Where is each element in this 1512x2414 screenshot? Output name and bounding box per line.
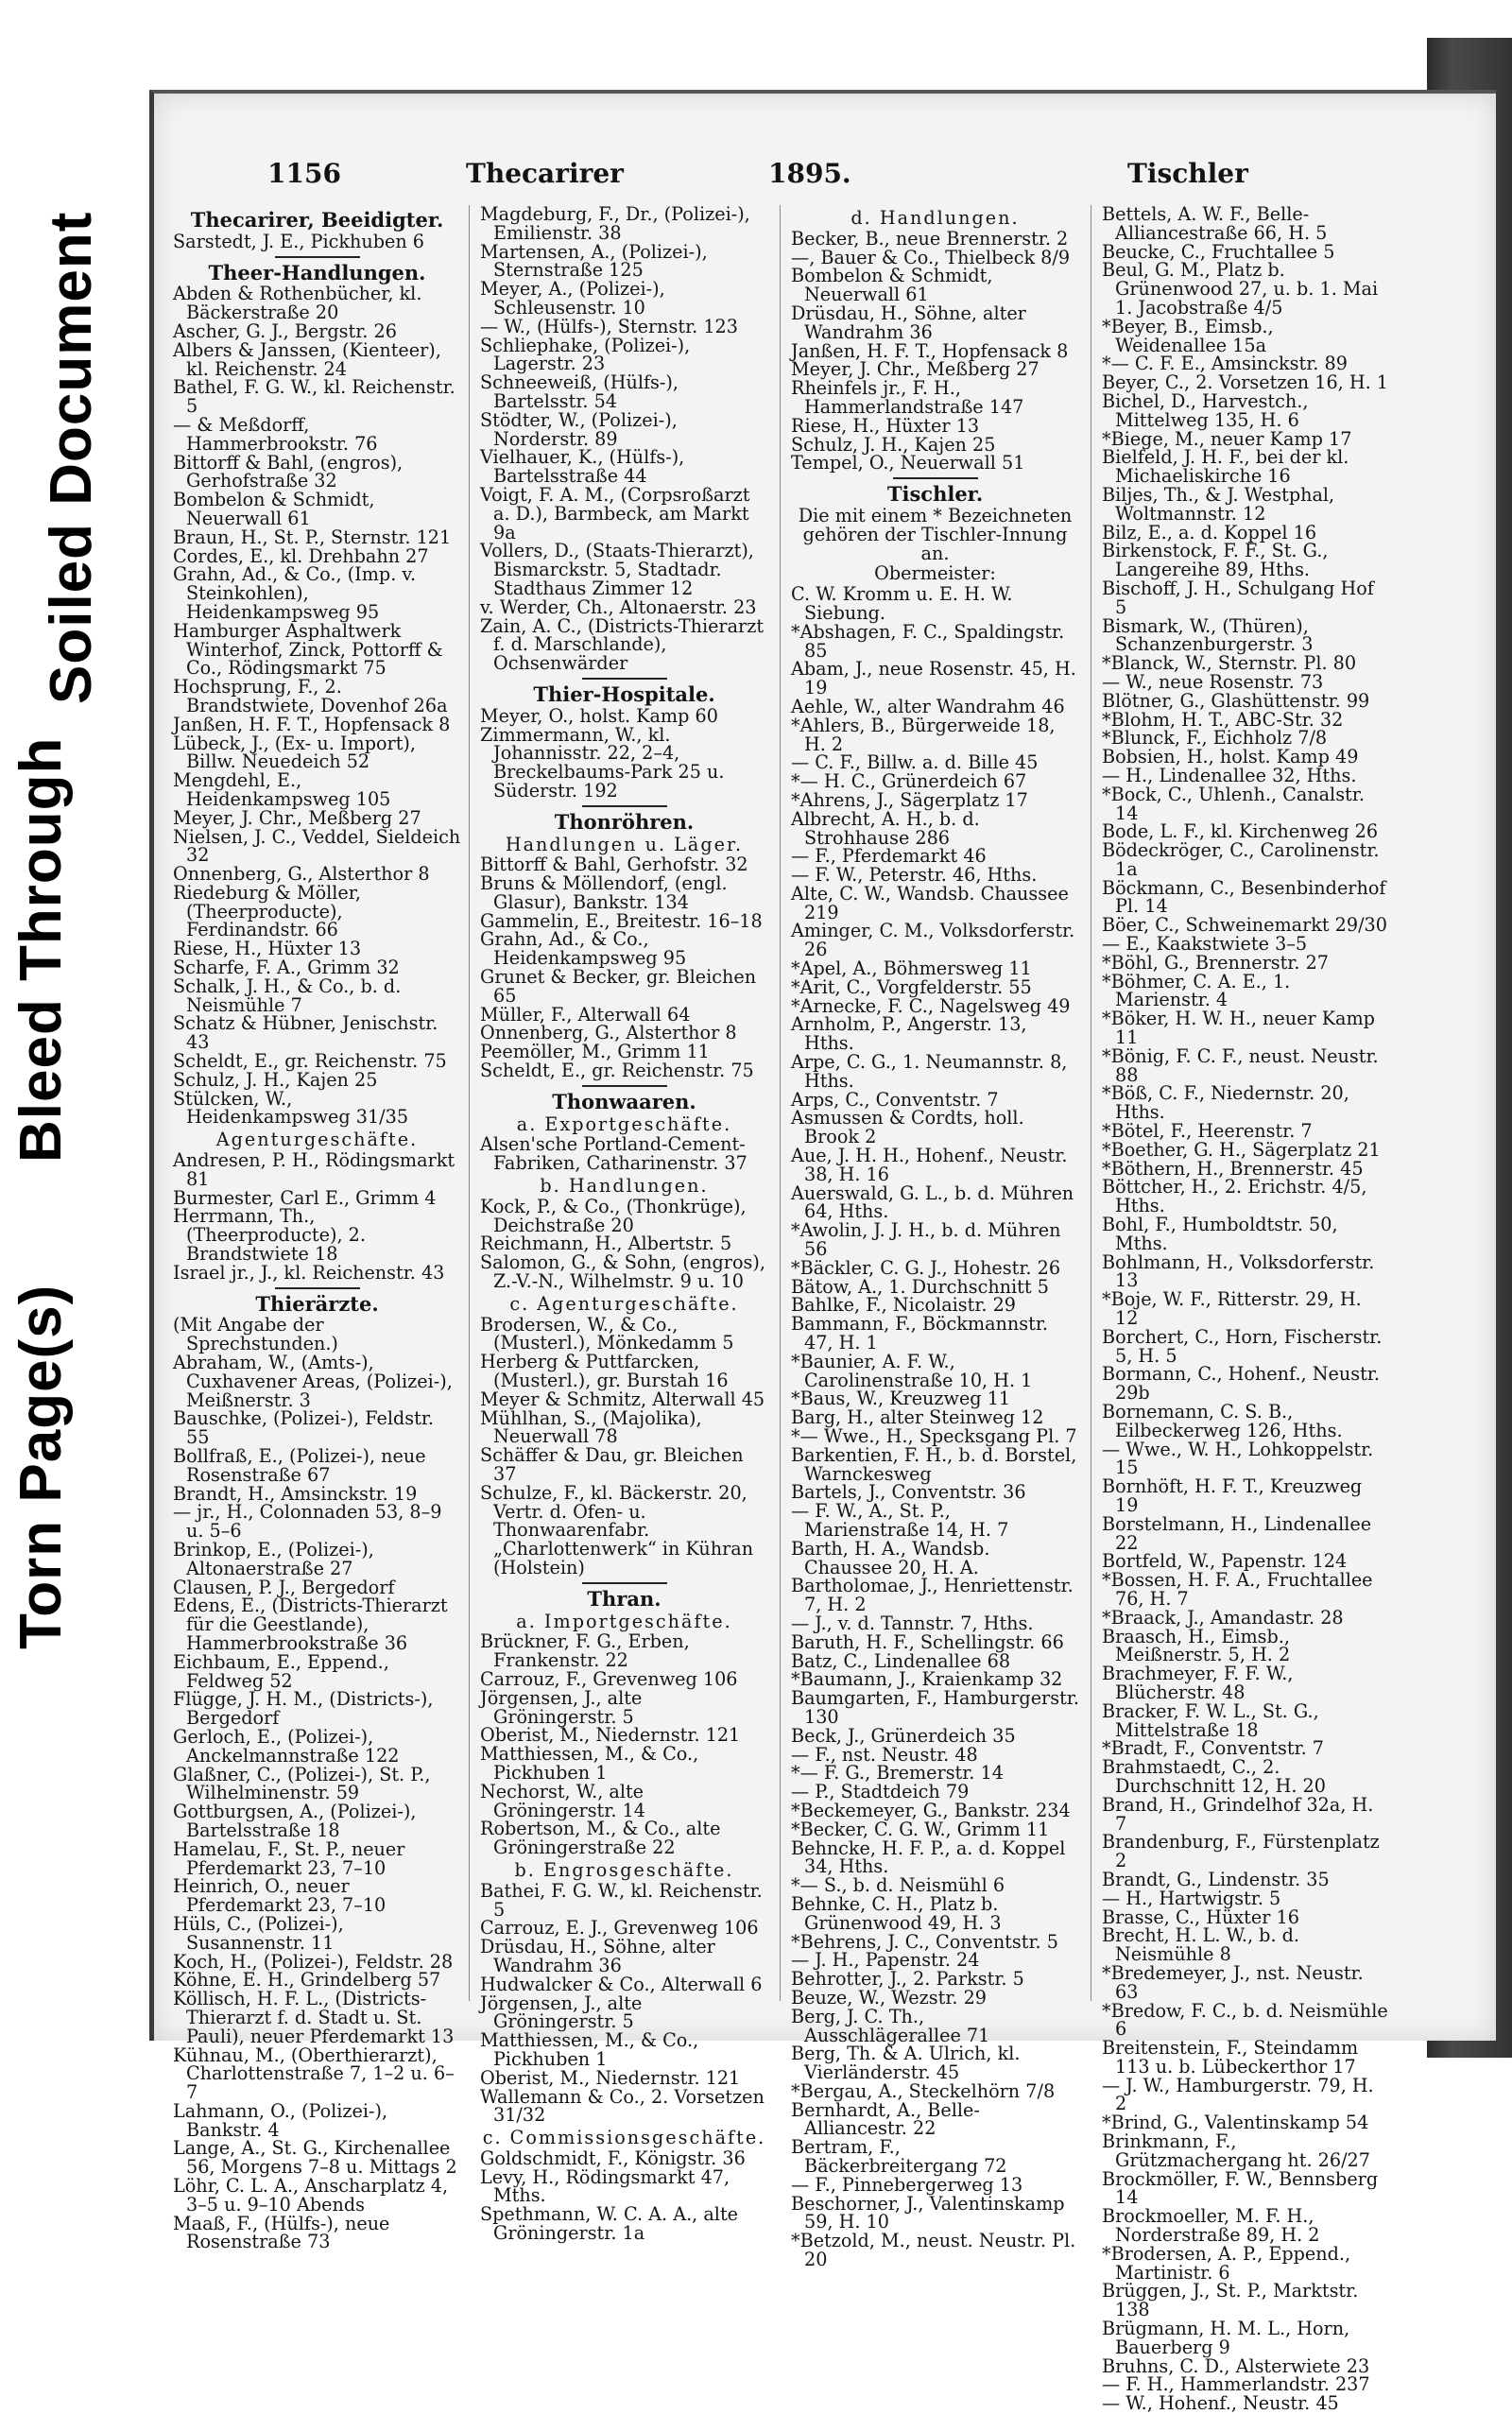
directory-entry: Beucke, C., Fruchtallee 5 [1102, 240, 1335, 263]
directory-entry: Robertson, M., & Co., alte Gröningerstraße 22 [480, 1818, 721, 1859]
directory-entry: Bortfeld, W., Papenstr. 124 [1102, 1550, 1348, 1573]
torn-pages-label: Torn Page(s) [9, 1284, 74, 1649]
directory-entry: *Böß, C. F., Niedernstr. 20, Hths. [1102, 1082, 1349, 1124]
directory-entry: Brüggen, J., St. P., Marktstr. 138 [1102, 2280, 1359, 2321]
directory-entry: *Arnecke, F. C., Nagelsweg 49 [791, 994, 1071, 1017]
directory-entry: Köllisch, H. F. L., (Districts-Thierarzt f. d. Stadt u. St. Pauli), neuer Pferdemarkt 13 [173, 1988, 455, 2047]
directory-entry: Bauschke, (Polizei-), Feldstr. 55 [173, 1407, 434, 1449]
directory-entry: *— H. C., Grünerdeich 67 [791, 770, 1027, 793]
directory-entry: Salomon, G., & Sohn, (engros), Z.-V.-N., Wilhelmstr. 9 u. 10 [480, 1251, 765, 1293]
directory-entry: Beul, G. M., Platz b. Grünenwood 27, u. b. 1. Mai 1. Jacobstraße 4/5 [1102, 259, 1379, 319]
directory-entry: Scharfe, F. A., Grimm 32 [173, 957, 400, 979]
directory-entry: Batz, C., Lindenallee 68 [791, 1649, 1011, 1672]
directory-entry: Maaß, F., (Hülfs-), neue Rosenstraße 73 [173, 2212, 390, 2253]
directory-entry: Hochsprung, F., 2. Brandstwiete, Dovenhof 26a [173, 676, 448, 716]
directory-entry: Voigt, F. A. M., (Corpsroßarzt a. D.), Barmbeck, am Markt 9a [480, 483, 750, 543]
section-heading: Theer-Handlungen. [208, 260, 426, 285]
directory-entry: Bahlke, F., Nicolaistr. 29 [791, 1294, 1017, 1317]
directory-entry: Bormann, C., Hohenf., Neustr. 29b [1102, 1363, 1380, 1405]
section-note: Die mit einem * Bezeichneten gehören der Tischler-Innung an. [798, 504, 1073, 564]
directory-entry: Scheldt, E., gr. Reichenstr. 75 [173, 1050, 447, 1073]
directory-entry: Vollers, D., (Staats-Thierarzt), Bismarckstr. 5, Stadtadr. Stadthaus Zimmer 12 [480, 540, 754, 599]
directory-entry: *Brodersen, A. P., Eppend., Martinistr. 6 [1102, 2242, 1351, 2284]
directory-entry: — F., Pferdemarkt 46 [791, 845, 987, 868]
directory-entry: Ascher, G. J., Bergstr. 26 [173, 319, 397, 342]
directory-entry: Bombelon & Schmidt, Neuerwall 61 [173, 489, 375, 529]
directory-entry: Bismark, W., (Thüren), Schanzenburgerstr. 3 [1102, 614, 1314, 656]
directory-entry: *Blohm, H. T., ABC-Str. 32 [1102, 708, 1344, 731]
directory-entry: — jr., H., Colonnaden 53, 8–9 u. 5–6 [173, 1501, 442, 1543]
subsection-heading: Agenturgeschäfte. [215, 1129, 419, 1151]
directory-entry: *— Wwe., H., Specksgang Pl. 7 [791, 1425, 1077, 1447]
directory-entry: Bruns & Möllendorf, (engl. Glasur), Bankstr. 134 [480, 872, 728, 913]
directory-entry: Glaßner, C., (Polizei-), St. P., Wilhelminenstr. 59 [173, 1763, 431, 1804]
directory-entry: Barg, H., alter Steinweg 12 [791, 1406, 1044, 1429]
directory-entry: Bathei, F. G. W., kl. Reichenstr. 5 [480, 1879, 763, 1921]
directory-entry: Schliephake, (Polizei-), Lagerstr. 23 [480, 334, 691, 375]
section-rule [582, 1085, 667, 1087]
directory-entry: Drüsdau, H., Söhne, alter Wandrahm 36 [791, 302, 1026, 343]
directory-entry: Carrouz, E. J., Grevenweg 106 [480, 1917, 759, 1940]
left-running-title: Thecarirer [466, 158, 624, 189]
directory-entry: Lübeck, J., (Ex- u. Import), Billw. Neuedeich 52 [173, 732, 416, 773]
directory-entry: Brandt, G., Lindenstr. 35 [1102, 1868, 1330, 1890]
directory-entry: Abraham, W., (Amts-), Cuxhavener Areas, (Polizei-), Meißnerstr. 3 [173, 1352, 453, 1411]
directory-entry: *Bergau, A., Steckelhörn 7/8 [791, 2079, 1056, 2102]
directory-entry: *Bönig, F. C. F., neust. Neustr. 88 [1102, 1044, 1379, 1086]
directory-entry: — W., (Hülfs-), Sternstr. 123 [480, 315, 738, 337]
directory-entry: Schulz, J. H., Kajen 25 [791, 433, 996, 456]
directory-entry: Borstelmann, H., Lindenallee 22 [1102, 1512, 1372, 1554]
directory-entry: Bittorff & Bahl, Gerhofstr. 32 [480, 854, 748, 876]
directory-entry: *Bötel, F., Heerenstr. 7 [1102, 1120, 1313, 1143]
directory-entry: Brückner, F. G., Erben, Frankenstr. 22 [480, 1630, 690, 1672]
subsection-heading: a. Importgeschäfte. [516, 1610, 732, 1632]
directory-entry: Lange, A., St. G., Kirchenallee 56, Morgens 7–8 u. Mittags 2 [173, 2137, 457, 2179]
directory-entry: Janßen, H. F. T., Hopfensack 8 [791, 339, 1069, 362]
directory-entry: — H., Lindenallee 32, Hths. [1102, 764, 1357, 786]
directory-entry: Goldschmidt, F., Königstr. 36 [480, 2147, 746, 2169]
directory-entry: Köhne, E. H., Grindelberg 57 [173, 1969, 441, 1992]
subsection-heading: c. Commissionsgeschäfte. [482, 2127, 766, 2149]
directory-entry: Brahmstaedt, C., 2. Durchschnitt 12, H. 20 [1102, 1756, 1326, 1797]
directory-entry: Lahmann, O., (Polizei-), Bankstr. 4 [173, 2099, 388, 2141]
section-rule [582, 678, 667, 680]
directory-entry: Gottburgsen, A., (Polizei-), Bartelsstraße 18 [173, 1801, 417, 1841]
directory-entry: *Bredemeyer, J., nst. Neustr. 63 [1102, 1961, 1364, 2003]
directory-entry: Stülcken, W., Heidenkampsweg 31/35 [173, 1087, 409, 1129]
soiled-document-label: Soiled Document [39, 211, 104, 704]
directory-entry: *Böhl, G., Brennerstr. 27 [1102, 951, 1329, 974]
directory-entry: Böckmann, C., Besenbinderhof Pl. 14 [1102, 876, 1386, 918]
directory-entry: Onnenberg, G., Alsterthor 8 [173, 863, 430, 886]
section-heading: Thran. [587, 1586, 662, 1611]
section-heading: Tischler. [886, 482, 984, 507]
directory-entry: — E., Kaakstwiete 3–5 [1102, 933, 1308, 956]
directory-entry: Blötner, G., Glashüttenstr. 99 [1102, 689, 1370, 712]
directory-entry: Israel jr., J., kl. Reichenstr. 43 [173, 1261, 445, 1284]
directory-entry: Kühnau, M., (Oberthierarzt), Charlottenstraße 7, 1–2 u. 6–7 [173, 2043, 455, 2104]
directory-entry: Brockmoeller, M. F. H., Norderstraße 89, H. 2 [1102, 2205, 1320, 2247]
directory-entry: —, Bauer & Co., Thielbeck 8/9 [791, 246, 1071, 268]
directory-entry: Berg, J. C. Th., Ausschlägerallee 71 [791, 2005, 990, 2046]
directory-entry: Carrouz, F., Grevenweg 106 [480, 1667, 738, 1690]
directory-entry: *Böker, H. W. H., neuer Kamp 11 [1102, 1008, 1375, 1049]
directory-entry: Vielhauer, K., (Hülfs-), Bartelsstraße 44 [480, 446, 685, 488]
directory-entry: Biljes, Th., & J. Westphal, Woltmannstr. 12 [1102, 483, 1335, 525]
directory-entry: Cordes, E., kl. Drehbahn 27 [173, 544, 429, 567]
directory-entry: Bornemann, C. S. B., Eilbeckerweg 126, Hths. [1102, 1401, 1343, 1441]
directory-entry: Koch, H., (Polizei-), Feldstr. 28 [173, 1950, 454, 1973]
directory-entry: Bartels, J., Conventstr. 36 [791, 1481, 1026, 1504]
directory-entry: Bichel, D., Harvestch., Mittelweg 135, H. 6 [1102, 389, 1309, 431]
directory-entry: Asmussen & Cordts, holl. Brook 2 [791, 1107, 1024, 1148]
directory-entry: Aminger, C. M., Volksdorferstr. 26 [791, 920, 1075, 961]
directory-entry: *Baumann, J., Kraienkamp 32 [791, 1668, 1063, 1691]
directory-entry: Brandt, H., Amsinckstr. 19 [173, 1482, 418, 1505]
directory-entry: Riese, H., Hüxter 13 [173, 938, 362, 960]
directory-entry: Magdeburg, F., Dr., (Polizei-), Emilienstr. 38 [480, 203, 750, 244]
directory-entry: Bischoff, J. H., Schulgang Hof 5 [1102, 577, 1374, 618]
directory-entry: Matthiessen, M., & Co., Pickhuben 1 [480, 2029, 699, 2070]
directory-entry: Breitenstein, F., Steindamm 113 u. b. Lübeckerthor 17 [1102, 2037, 1359, 2078]
directory-page [149, 90, 1496, 2414]
directory-entry: Brügmann, H. M. L., Horn, Bauerberg 9 [1102, 2318, 1350, 2358]
directory-entry: Jörgensen, J., alte Gröningerstr. 5 [480, 1686, 643, 1728]
directory-entry: Böer, C., Schweinemarkt 29/30 [1102, 914, 1387, 937]
column-2 [480, 205, 768, 2243]
section-heading: Thonröhren. [554, 809, 695, 834]
section-heading: Thierärzte. [255, 1291, 379, 1316]
directory-entry: Nielsen, J. C., Veddel, Sieldeich 32 [173, 825, 461, 867]
directory-entry: *Becker, C. G. W., Grimm 11 [791, 1818, 1050, 1840]
section-rule [582, 805, 667, 807]
page-number: 1156 [267, 158, 341, 189]
directory-entry: Meyer, J. Chr., Meßberg 27 [173, 806, 421, 829]
directory-entry: Schalk, J. H., & Co., b. d. Neismühle 7 [173, 974, 402, 1016]
directory-entry: Martensen, A., (Polizei-), Sternstraße 125 [480, 240, 708, 282]
directory-entry: Bertram, F., Bäckerbreitergang 72 [791, 2136, 1007, 2178]
directory-entry: Burmester, Carl E., Grimm 4 [173, 1186, 437, 1209]
directory-entry: Beyer, C., 2. Vorsetzen 16, H. 1 [1102, 371, 1389, 394]
directory-entry: Schatz & Hübner, Jenischstr. 43 [173, 1012, 438, 1054]
directory-entry: Schulz, J. H., Kajen 25 [173, 1068, 378, 1091]
directory-entry: Brecht, H. L. W., b. d. Neismühle 8 [1102, 1924, 1300, 1966]
directory-entry: Arnholm, P., Angerstr. 13, Hths. [791, 1013, 1027, 1055]
directory-entry: Berg, Th. & A. Ulrich, kl. Vierländerstr. 45 [791, 2043, 1021, 2084]
directory-entry: Birkenstock, F. F., St. G., Langereihe 89, Hths. [1102, 540, 1329, 581]
directory-entry: *Arit, C., Vorgfelderstr. 55 [791, 975, 1032, 998]
directory-entry: Hudwalcker & Co., Alterwall 6 [480, 1973, 763, 1995]
directory-entry: — W., neue Rosenstr. 73 [1102, 670, 1324, 693]
directory-entry: Baruth, H. F., Schellingstr. 66 [791, 1630, 1064, 1653]
directory-entry: Braasch, H., Eimsb., Meißnerstr. 5, H. 2 [1102, 1625, 1291, 1666]
directory-entry: *Bäckler, C. G. J., Hohestr. 26 [791, 1256, 1061, 1279]
directory-entry: — & Meßdorff, Hammerbrookstr. 76 [173, 413, 378, 455]
directory-entry: *— S., b. d. Neismühl 6 [791, 1874, 1005, 1897]
directory-entry: Jörgensen, J., alte Gröningerstr. 5 [480, 1992, 643, 2033]
directory-entry: Barth, H. A., Wandsb. Chaussee 20, H. A. [791, 1537, 990, 1578]
directory-entry: Hamelau, F., St. P., neuer Pferdemarkt 23, 7–10 [173, 1837, 405, 1879]
directory-entry: (Mit Angabe der Sprechstunden.) [173, 1314, 338, 1355]
directory-entry: Kock, P., & Co., (Thonkrüge), Deichstraße 20 [480, 1195, 747, 1236]
directory-entry: Brodersen, W., & Co., (Musterl.), Mönkedamm 5 [480, 1313, 734, 1354]
directory-entry: Brasse, C., Hüxter 16 [1102, 1905, 1299, 1928]
directory-entry: — F. W., A., St. P., Marienstraße 14, H. 7 [791, 1500, 1009, 1541]
directory-entry: — F. W., Peterstr. 46, Hths. [791, 864, 1038, 887]
directory-entry: Albrecht, A. H., b. d. Strohhause 286 [791, 807, 980, 849]
directory-entry: Spethmann, W. C. A. A., alte Gröningerstr. 1a [480, 2203, 739, 2245]
directory-entry: Brand, H., Grindelhof 32a, H. 7 [1102, 1793, 1374, 1835]
directory-entry: Abam, J., neue Rosenstr. 45, H. 19 [791, 658, 1076, 699]
subsection-heading: d. Handlungen. [850, 207, 1020, 229]
directory-entry: *— C. F. E., Amsinckstr. 89 [1102, 353, 1348, 375]
directory-entry: Oberist, M., Niedernstr. 121 [480, 1724, 741, 1747]
directory-entry: Stödter, W., (Polizei-), Norderstr. 89 [480, 408, 678, 450]
directory-entry: Meyer, A., (Polizei-), Schleusenstr. 10 [480, 278, 665, 319]
directory-entry: — F. H., Hammerlandstr. 237 [1102, 2373, 1370, 2396]
directory-entry: *Bock, C., Uhlenh., Canalstr. 14 [1102, 783, 1365, 824]
directory-entry: Hamburger Asphaltwerk Winterhof, Zinck, Pottorff & Co., Rödingsmarkt 75 [173, 619, 443, 680]
right-running-title: Tischler [1127, 158, 1248, 189]
directory-entry: Grunet & Becker, gr. Bleichen 65 [480, 966, 757, 1007]
directory-entry: Alte, C. W., Wandsb. Chaussee 219 [791, 882, 1069, 923]
section-rule [275, 256, 360, 258]
directory-entry: *Boje, W. F., Ritterstr. 29, H. 12 [1102, 1288, 1362, 1330]
directory-entry: — P., Stadtdeich 79 [791, 1781, 970, 1803]
directory-entry: Behncke, H. F. P., a. d. Koppel 34, Hths. [791, 1836, 1066, 1878]
column-divider [780, 205, 781, 2001]
directory-entry: Hüls, C., (Polizei-), Susannenstr. 11 [173, 1912, 344, 1954]
directory-entry: Alsen'sche Portland-Cement-Fabriken, Catharinenstr. 37 [480, 1133, 747, 1175]
directory-entry: — Wwe., W. H., Lohkoppelstr. 15 [1102, 1438, 1374, 1479]
directory-entry: Bracker, F. W. L., St. G., Mittelstraße 18 [1102, 1699, 1319, 1741]
directory-entry: Mühlhan, S., (Majolika), Neuerwall 78 [480, 1406, 702, 1448]
directory-entry: — J. W., Hamburgerstr. 79, H. 2 [1102, 2074, 1374, 2115]
subsection-heading: b. Engrosgeschäfte. [514, 1858, 734, 1881]
section-heading: Thier-Hospitale. [533, 681, 715, 706]
directory-entry: *Abshagen, F. C., Spaldingstr. 85 [791, 620, 1065, 662]
directory-entry: *Blunck, F., Eichholz 7/8 [1102, 727, 1328, 750]
directory-entry: v. Werder, Ch., Altonaerstr. 23 [480, 595, 757, 618]
section-rule [275, 1287, 360, 1289]
directory-entry: *Braack, J., Amandastr. 28 [1102, 1606, 1344, 1629]
directory-entry: *Bossen, H. F. A., Fruchtallee 76, H. 7 [1102, 1569, 1373, 1610]
directory-entry: *Apel, A., Böhmersweg 11 [791, 957, 1032, 980]
directory-entry: Flügge, J. H. M., (Districts-), Bergedorf [173, 1688, 434, 1730]
directory-entry: Bernhardt, A., Belle-Alliancestr. 22 [791, 2098, 980, 2140]
directory-entry: Schäffer & Dau, gr. Bleichen 37 [480, 1444, 744, 1485]
column-divider [469, 205, 470, 2001]
directory-entry: *Böhmer, C. A. E., 1. Marienstr. 4 [1102, 970, 1291, 1011]
directory-entry: — F., nst. Neustr. 48 [791, 1743, 978, 1766]
subsection-heading: a. Exportgeschäfte. [516, 1112, 732, 1135]
directory-entry: — J. H., Papenstr. 24 [791, 1949, 980, 1972]
directory-entry: Andresen, P. H., Rödingsmarkt 81 [173, 1149, 455, 1190]
directory-entry: Wallemann & Co., 2. Vorsetzen 31/32 [480, 2085, 765, 2127]
directory-entry: Herberg & Puttfarcken, (Musterl.), gr. Burstah 16 [480, 1351, 729, 1392]
directory-entry: Bätow, A., 1. Durchschnitt 5 [791, 1275, 1049, 1298]
subsection-heading: Handlungen u. Läger. [505, 833, 744, 855]
directory-entry: Borchert, C., Horn, Fischerstr. 5, H. 5 [1102, 1325, 1383, 1367]
directory-entry: — C. F., Billw. a. d. Bille 45 [791, 751, 1039, 774]
year: 1895. [768, 158, 851, 189]
directory-entry: Onnenberg, G., Alsterthor 8 [480, 1022, 737, 1044]
directory-entry: Behnke, C. H., Platz b. Grünenwood 49, H. 3 [791, 1892, 1002, 1934]
directory-entry: Bilz, E., a. d. Koppel 16 [1102, 521, 1317, 543]
directory-entry: Bammann, F., Böckmannstr. 47, H. 1 [791, 1313, 1048, 1354]
page-header [267, 158, 1326, 205]
directory-entry: Behrotter, J., 2. Parkstr. 5 [791, 1968, 1024, 1991]
directory-entry: *Beyer, B., Eimsb., Weidenallee 15a [1102, 315, 1274, 356]
directory-entry: Brinkmann, F., Grützmachergang ht. 26/27 [1102, 2130, 1370, 2171]
directory-entry: Bathel, F. G. W., kl. Reichenstr. 5 [173, 376, 455, 418]
directory-entry: *Bradt, F., Conventstr. 7 [1102, 1737, 1324, 1760]
annotation-labels [0, 0, 142, 2058]
section-rule [582, 1582, 667, 1584]
directory-entry: Bornhöft, H. F. T., Kreuzweg 19 [1102, 1475, 1363, 1516]
directory-entry: Barkentien, F. H., b. d. Borstel, Warnckesweg [791, 1443, 1077, 1485]
column-3 [791, 205, 1079, 2269]
directory-entry: Meyer, O., holst. Kamp 60 [480, 704, 718, 727]
directory-entry: *Biege, M., neuer Kamp 17 [1102, 427, 1352, 450]
directory-entry: Reichmann, H., Albertstr. 5 [480, 1233, 732, 1255]
directory-entry: Herrmann, Th., (Theerproducte), 2. Brandstwiete 18 [173, 1205, 366, 1266]
directory-entry: Nechorst, W., alte Gröningerstr. 14 [480, 1780, 645, 1821]
section-note: Obermeister: [874, 562, 996, 585]
directory-entry: Grahn, Ad., & Co., (Imp. v. Steinkohlen), Heidenkampsweg 95 [173, 563, 417, 623]
directory-entry: Sarstedt, J. E., Pickhuben 6 [173, 230, 425, 252]
directory-entry: *Boether, G. H., Sägerplatz 21 [1102, 1138, 1381, 1161]
directory-entry: Scheldt, E., gr. Reichenstr. 75 [480, 1060, 754, 1082]
directory-entry: *Ahrens, J., Sägerplatz 17 [791, 788, 1028, 811]
directory-entry: Zimmermann, W., kl. Johannisstr. 22, 2–4, Breckelbaums-Park 25 u. Süderstr. 192 [480, 723, 725, 802]
column-1 [173, 205, 461, 2251]
directory-entry: Gammelin, E., Breitestr. 16–18 [480, 909, 763, 932]
directory-entry: Gerloch, E., (Polizei-), Anckelmannstraße 122 [173, 1725, 400, 1767]
directory-entry: C. W. Kromm u. E. H. W. Siebung. [791, 583, 1013, 624]
directory-entry: Matthiessen, M., & Co., Pickhuben 1 [480, 1743, 699, 1784]
directory-entry: Bruhns, C. D., Alsterwiete 23 [1102, 2354, 1370, 2377]
directory-entry: Meyer & Schmitz, Alterwall 45 [480, 1388, 765, 1410]
directory-entry: Riese, H., Hüxter 13 [791, 414, 980, 437]
directory-entry: Beck, J., Grünerdeich 35 [791, 1724, 1016, 1747]
directory-entry: Bombelon & Schmidt, Neuerwall 61 [791, 265, 993, 306]
directory-entry: Arpe, C. G., 1. Neumannstr. 8, Hths. [791, 1051, 1068, 1092]
directory-entry: Schneeweiß, (Hülfs-), Bartelsstr. 54 [480, 371, 679, 412]
subsection-heading: c. Agenturgeschäfte. [509, 1292, 739, 1315]
directory-entry: *Betzold, M., neust. Neustr. Pl. 20 [791, 2230, 1076, 2271]
directory-entry: *— F. G., Bremerstr. 14 [791, 1762, 1004, 1785]
directory-entry: *Baus, W., Kreuzweg 11 [791, 1388, 1011, 1410]
directory-entry: Bartholomae, J., Henriettenstr. 7, H. 2 [791, 1575, 1074, 1616]
directory-entry: Bödeckröger, C., Carolinenstr. 1a [1102, 839, 1380, 880]
directory-entry: Aehle, W., alter Wandrahm 46 [791, 695, 1065, 717]
column-4 [1102, 205, 1390, 2413]
directory-entry: *Blanck, W., Sternstr. Pl. 80 [1102, 652, 1357, 675]
directory-entry: Beschorner, J., Valentinskamp 59, H. 10 [791, 2192, 1065, 2233]
directory-entry: *Behrens, J. C., Conventstr. 5 [791, 1930, 1058, 1953]
directory-entry: *Brind, G., Valentinskamp 54 [1102, 2112, 1369, 2134]
directory-entry: Edens, E., (Districts-Thierarzt für die Geestlande), Hammerbrookstraße 36 [173, 1595, 448, 1654]
directory-entry: Tempel, O., Neuerwall 51 [791, 452, 1025, 474]
directory-entry: Heinrich, O., neuer Pferdemarkt 23, 7–10 [173, 1875, 387, 1917]
directory-entry: Oberist, M., Niedernstr. 121 [480, 2066, 741, 2089]
directory-entry: Zain, A. C., (Districts-Thierarzt f. d. Marschlande), Ochsenwärder [480, 614, 765, 675]
directory-entry: Janßen, H. F. T., Hopfensack 8 [173, 713, 451, 735]
directory-entry: — H., Hartwigstr. 5 [1102, 1887, 1281, 1909]
directory-entry: Schulze, F., kl. Bäckerstr. 20, Vertr. d. Ofen- u. Thonwaarenfabr. „Charlottenwerk“ in Kühran (Holstein) [480, 1481, 754, 1578]
directory-entry: Bettels, A. W. F., Belle-Alliancestraße 66, H. 5 [1102, 203, 1328, 244]
directory-entry: Beuze, W., Wezstr. 29 [791, 1986, 987, 2009]
directory-entry: Drüsdau, H., Söhne, alter Wandrahm 36 [480, 1936, 715, 1976]
directory-entry: Bollfraß, E., (Polizei-), neue Rosenstraße 67 [173, 1445, 426, 1486]
section-rule [893, 477, 978, 479]
directory-entry: *Awolin, J. J. H., b. d. Mühren 56 [791, 1219, 1061, 1261]
directory-entry: Bohlmann, H., Volksdorferstr. 13 [1102, 1250, 1375, 1292]
directory-entry: Becker, B., neue Brennerstr. 2 [791, 227, 1069, 250]
directory-entry: Clausen, P. J., Bergedorf [173, 1576, 395, 1598]
directory-entry: Baumgarten, F., Hamburgerstr. 130 [791, 1687, 1079, 1728]
directory-entry: Brandenburg, F., Fürstenplatz 2 [1102, 1831, 1380, 1872]
directory-entry: Auerswald, G. L., b. d. Mühren 64, Hths. [791, 1181, 1074, 1223]
directory-entry: Abden & Rothenbücher, kl. Bäckerstraße 20 [173, 283, 422, 324]
directory-entry: Müller, F., Alterwall 64 [480, 1003, 691, 1026]
directory-entry: Eichbaum, E., Eppend., Feldweg 52 [173, 1650, 389, 1692]
directory-entry: Brockmöller, F. W., Bennsberg 14 [1102, 2167, 1379, 2209]
directory-entry: — F., Pinnebergerweg 13 [791, 2173, 1023, 2196]
directory-entry: Brinkop, E., (Polizei-), Altonaerstraße 27 [173, 1538, 374, 1579]
directory-entry: Mengdehl, E., Heidenkampsweg 105 [173, 769, 391, 810]
directory-entry: *Ahlers, B., Bürgerweide 18, H. 2 [791, 714, 1056, 755]
section-heading: Thonwaaren. [552, 1089, 696, 1113]
directory-entry: Rheinfels jr., F. H., Hammerlandstraße 147 [791, 377, 1024, 418]
directory-entry: Peemöller, M., Grimm 11 [480, 1041, 710, 1063]
directory-entry: Bode, L. F., kl. Kirchenweg 26 [1102, 820, 1379, 843]
directory-entry: — W., Hohenf., Neustr. 45 [1102, 2392, 1339, 2414]
directory-entry: Arps, C., Conventstr. 7 [791, 1088, 999, 1111]
subsection-heading: b. Handlungen. [540, 1175, 709, 1198]
directory-entry: Brachmeyer, F. F. W., Blücherstr. 48 [1102, 1663, 1294, 1703]
directory-entry: Albers & Janssen, (Kienteer), kl. Reichenstr. 24 [173, 338, 441, 380]
directory-entry: Bielfeld, J. H. F., bei der kl. Michaeliskirche 16 [1102, 446, 1349, 488]
directory-entry: *Baunier, A. F. W., Carolinenstraße 10, H. 1 [791, 1350, 1033, 1391]
directory-entry: Grahn, Ad., & Co., Heidenkampsweg 95 [480, 928, 687, 970]
directory-entry: Löhr, C. L. A., Anscharplatz 4, 3–5 u. 9–10 Abends [173, 2175, 449, 2216]
directory-entry: Bittorff & Bahl, (engros), Gerhofstraße 32 [173, 451, 404, 492]
directory-entry: *Beckemeyer, G., Bankstr. 234 [791, 1799, 1071, 1821]
directory-entry: Braun, H., St. P., Sternstr. 121 [173, 526, 452, 548]
directory-entry: Meyer, J. Chr., Meßberg 27 [791, 358, 1040, 381]
directory-entry: *Böthern, H., Brennerstr. 45 [1102, 1157, 1364, 1180]
directory-entry: Riedeburg & Möller, (Theerproducte), Ferdinandstr. 66 [173, 881, 361, 941]
directory-entry: Bohl, F., Humboldtstr. 50, Mths. [1102, 1214, 1338, 1254]
directory-entry: Levy, H., Rödingsmarkt 47, Mths. [480, 2165, 730, 2207]
section-heading: Thecarirer, Beeidigter. [190, 208, 444, 232]
directory-entry: Aue, J. H. H., Hohenf., Neustr. 38, H. 16 [791, 1145, 1068, 1185]
directory-entry: Bobsien, H., holst. Kamp 49 [1102, 746, 1359, 768]
directory-entry: Böttcher, H., 2. Erichstr. 4/5, Hths. [1102, 1176, 1367, 1217]
directory-entry: *Bredow, F. C., b. d. Neismühle 6 [1102, 1999, 1388, 2041]
directory-entry: — J., v. d. Tannstr. 7, Hths. [791, 1612, 1034, 1634]
bleed-through-label: Bleed Through [9, 736, 74, 1163]
